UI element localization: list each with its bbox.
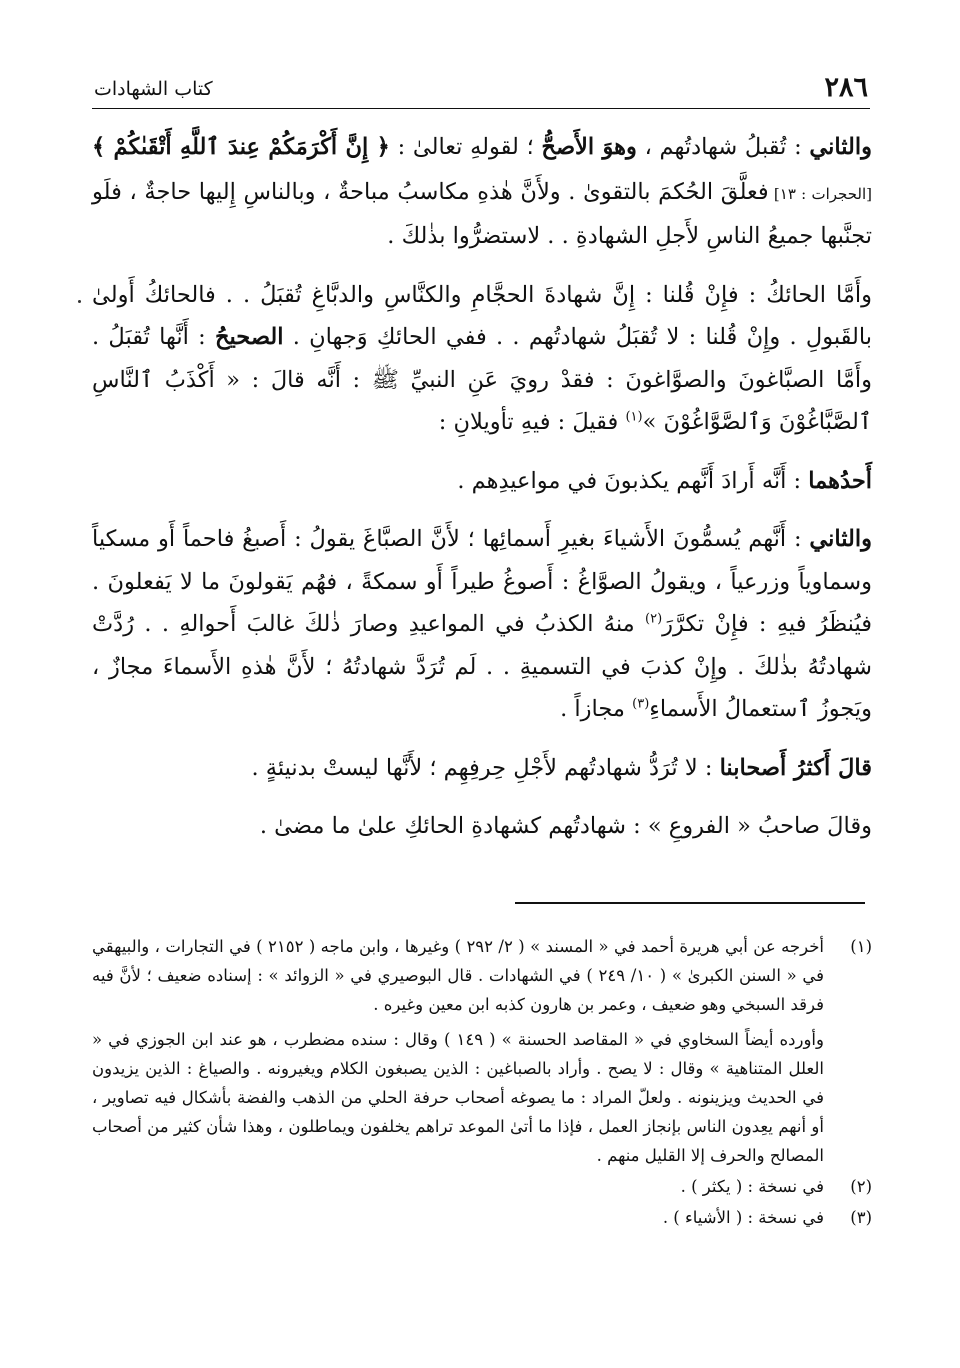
- verse-reference: [الحجرات : ١٣]: [768, 184, 872, 203]
- page-number: ٢٨٦: [824, 72, 868, 103]
- lead-word: أَحدُهما: [808, 467, 872, 494]
- footnote-ref-1[interactable]: (١): [625, 409, 643, 425]
- footnote-separator: [515, 902, 865, 904]
- footnote-number: (١): [850, 937, 872, 956]
- paragraph-first-interpretation: أَحدُهما : أَنَّه أَرادَ أَنَّهم يكذبونَ في مواعيدِهم .: [457, 467, 872, 494]
- footnote-number: (٣): [850, 1208, 872, 1227]
- lead-word: قالَ أَكثرُ أَصحابنا: [719, 754, 872, 781]
- stray-mark: [78, 300, 81, 303]
- quran-verse: ﴿ إِنَّ أَكْرَمَكُمْ عِندَ ٱللَّهِ أَتْقَىٰكُمْ ﴾: [92, 134, 390, 160]
- paragraph-second-interpretation: والثاني : أَنَّهم يُسمُّونَ الأَشياءَ بغيرِ أَسمائِها ؛ لأَنَّ الصبَّاغَ يقولُ : أَصبغُ فاحماً أَو مسكياً وسماوياً وزرعياً ، ويقولُ الصوَّاغُ : أَصوغُ طيراً أَو سمكةً ، فهُم يَقولونَ ما لا يَفعلونَ . فيُنظَرُ فيهِ : فإِنْ تكرَّرَ$^{(٢)}$ منهُ الكذبُ في المواعيدِ وصارَ ذٰلكَ غالبَ أَحوالهِ . . رُدَّتْ شهادتُهُ بذٰلكَ . وإِنْ كذبَ في التسميةِ . . لَم تُرَدَّ شهادتُهُ ؛ لأَنَّ هٰذهِ الأَسماءَ مجازٌ ، ويَجوزُ ٱستعمالُ الأَسماءِ$^{(٣)}$ مجازاً .: [92, 526, 872, 722]
- footnote-text: في نسخة : ( الأشياء ) .: [662, 1208, 824, 1227]
- correct-view-label: الصحيحُ: [214, 324, 284, 350]
- footnote-ref-2[interactable]: (٢): [645, 611, 663, 627]
- paragraph-majority: قالَ أَكثرُ أَصحابنا : لا تُرَدُّ شهادتُهم لأَجْلِ حِرفِهِم ؛ لأَنَّها ليستْ بدنيئةٍ .: [251, 754, 872, 781]
- paragraph-weaver: وأَمَّا الحائكُ : فإِنْ قُلنا : إِنَّ شهادةَ الحجَّامِ والكنَّاسِ والدبَّاغِ تُقبَلُ . . فالحائكُ أَولىٰ بالقَبولِ . وإِنْ قُلنا : لا تُقبَلُ شهادتُهم . . ففي الحائكِ وَجهانِ . الصحيحُ : أَنَّها تُقبَلُ . وأَمَّا الصبَّاغونَ والصوَّاغونَ : فقدْ رويَ عَنِ النبيِّ ﷺ : أَنَّه قالَ : « أَكْذَبُ ٱلنَّاسِ ٱلصَّبَّاغُوْنَ وَٱلصَّوَّاغُوْنَ »$^{(١)}$ فقيلَ : فيهِ تأويلانِ :: [92, 281, 872, 435]
- footnote-1: [92, 932, 872, 1170]
- footnote-ref-3[interactable]: (٣): [632, 696, 650, 712]
- paragraph-furu: وقالَ صاحبُ « الفروعِ » : شهادتُهم كشهادةِ الحائكِ علىٰ ما مضىٰ .: [259, 813, 872, 839]
- footnotes: [92, 932, 872, 1232]
- footnote-text: في نسخة : ( يكثر ) .: [680, 1177, 824, 1196]
- footnote-3: [92, 1203, 872, 1232]
- preferred-opinion: وهوَ الأَصحُّ: [541, 134, 637, 160]
- main-text: [92, 126, 872, 848]
- footnote-text: أخرجه عن أبي هريرة أحمد في « المسند » ( ٢/ ٢٩٢ ) وغيرها ، وابن ماجه ( ٢١٥٢ ) في التجارات ، والبيهقي في « السنن الكبرىٰ » ( ١٠/ ٢٤٩ ) في الشهادات . قال البوصيري في « الزوائد » : إسناده ضعيف ؛ لأنَّ فيه فرقد السبخي وهو ضعيف ، وعمر بن هارون كذبه ابن معين وغيره .: [92, 937, 825, 1014]
- footnote-2: [92, 1172, 872, 1201]
- lead-word: والثاني: [809, 526, 872, 552]
- footnote-text: وأورده أيضاً السخاوي في « المقاصد الحسنة » ( ١٤٩ ) وقال : سنده مضطرب ، هو عند ابن الجوزي في « العلل المتناهية » وقال : لا يصح . وأراد بالصباغين : الذين يصبغون الكلام ويغيرونه . والصياغ : الذين يزيدون في الحديث ويزينونه . ولعلّ المراد : ما يصوغه أصحاب حرفة الحلي من الذهب والفضة بأشكال فيه تصاوير ، أو أنهم يعِدون الناس بإنجاز العمل ، فإذا ما أتىٰ الموعد تراهم يخلفون ويماطلون ، وهذا شأن كثير من أصحاب المصالح والحرف إلا القليل منهم .: [92, 1030, 824, 1165]
- paragraph-second-view: والثاني : تُقبلُ شهادتُهم ، وهوَ الأَصحُّ ؛ لقولهِ تعالىٰ : ﴿ إِنَّ أَكْرَمَكُمْ عِندَ ٱللَّهِ أَتْقَىٰكُمْ ﴾ [الحجرات : ١٣] فعلَّقَ الحُكمَ بالتقوىٰ . ولأَنَّ هٰذهِ مكاسبُ مباحةٌ ، وبالناسِ إِليها حاجةٌ ، فلَو تجنَّبها جميعُ الناسِ لأَجلِ الشهادةِ . . لاستضرُّوا بذٰلكَ .: [92, 134, 872, 249]
- running-header: [92, 72, 870, 109]
- lead-word: والثاني: [809, 134, 872, 160]
- footnote-number: (٢): [850, 1177, 872, 1196]
- book-title: كتاب الشهادات: [94, 78, 213, 100]
